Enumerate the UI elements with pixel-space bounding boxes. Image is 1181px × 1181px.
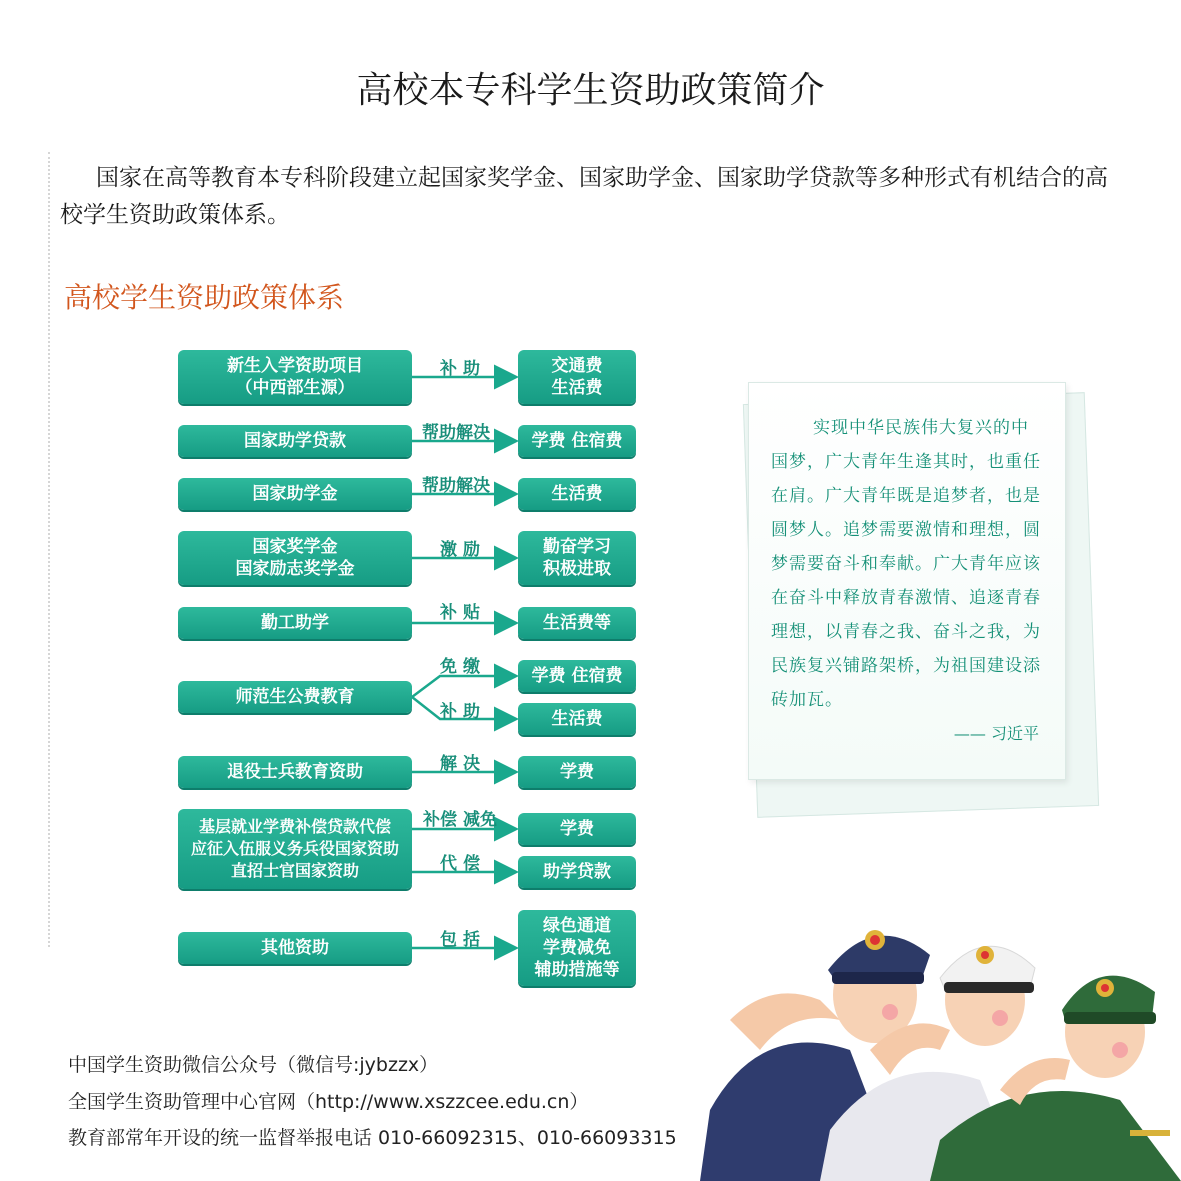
footer-wechat: 中国学生资助微信公众号（微信号:jybzzx）	[68, 1054, 439, 1076]
target-line: 积极进取	[543, 559, 611, 579]
arrow-label: 代 偿	[440, 854, 480, 874]
arrow-label: 补 贴	[440, 603, 480, 623]
arrow-label: 帮助解决	[422, 423, 490, 443]
target-box	[518, 910, 636, 986]
arrow-label: 解 决	[440, 754, 480, 774]
intro-paragraph: 国家在高等教育本专科阶段建立起国家奖学金、国家助学金、国家助学贷款等多种形式有机结合的高校学生资助政策体系。	[60, 165, 1108, 228]
policy-box-scholarship	[178, 531, 412, 585]
target-line: 交通费	[551, 356, 603, 376]
footer-hotline: 教育部常年开设的统一监督举报电话 010-66092315、010-66093315	[68, 1127, 677, 1149]
arrow-label: 免 缴	[440, 657, 480, 677]
section-subtitle: 高校学生资助政策体系	[64, 281, 345, 314]
policy-box-other: 其他资助	[178, 932, 412, 964]
policy-line: 国家奖学金	[252, 537, 338, 557]
policy-line: 基层就业学费补偿贷款代偿	[198, 817, 391, 836]
target-line: 学费减免	[543, 938, 611, 958]
target-box: 学费	[518, 756, 636, 788]
policy-box-new-student	[178, 350, 412, 404]
arrow-label: 激 励	[440, 540, 480, 560]
quote-author: —— 习近平	[953, 724, 1039, 743]
target-line: 勤奋学习	[543, 537, 611, 557]
soldiers-saluting-illustration	[700, 900, 1181, 1181]
policy-box-normal-edu: 师范生公费教育	[178, 681, 412, 713]
target-line: 生活费	[551, 378, 603, 398]
target-box: 生活费	[518, 478, 636, 510]
arrow-6a	[412, 676, 514, 697]
policy-line: 直招士官国家资助	[230, 861, 359, 880]
target-box: 生活费	[518, 703, 636, 735]
target-box: 助学贷款	[518, 856, 636, 888]
policy-box-work-study: 勤工助学	[178, 607, 412, 639]
target-line: 辅助措施等	[534, 960, 620, 980]
target-box: 生活费等	[518, 607, 636, 639]
policy-box-loan: 国家助学贷款	[178, 425, 412, 457]
target-box: 学费 住宿费	[518, 660, 636, 692]
policy-line: （中西部生源）	[235, 378, 355, 398]
policy-line: 国家励志奖学金	[235, 559, 355, 579]
policy-line: 应征入伍服义务兵役国家资助	[190, 839, 399, 858]
page-title: 高校本专科学生资助政策简介	[356, 70, 825, 111]
target-line: 绿色通道	[543, 916, 611, 936]
quote-card	[740, 372, 1096, 818]
quote-text: 实现中华民族伟大复兴的中国梦，广大青年生逢其时，也重任在肩。广大青年既是追梦者，也是圆梦人。追梦需要激情和理想，圆梦需要奋斗和奉献。广大青年应该在奋斗中释放青春激情、追逐青春理想，以青春之我、奋斗之我，为民族复兴铺路架桥，为祖国建设添砖加瓦。	[771, 418, 1041, 710]
target-box	[518, 531, 636, 585]
arrow-label: 包 括	[440, 930, 480, 950]
policy-box-grassroots	[178, 809, 412, 889]
policy-box-veteran: 退役士兵教育资助	[178, 756, 412, 788]
target-box: 学费	[518, 813, 636, 845]
policy-line: 新生入学资助项目	[227, 356, 363, 376]
target-box	[518, 350, 636, 404]
arrow-label: 补 助	[440, 359, 480, 379]
target-box: 学费 住宿费	[518, 425, 636, 457]
policy-box-grant: 国家助学金	[178, 478, 412, 510]
footer-website: 全国学生资助管理中心官网（http://www.xszzcee.edu.cn）	[68, 1091, 589, 1113]
arrow-label: 帮助解决	[422, 476, 490, 496]
quote-paper	[748, 382, 1066, 780]
arrow-label: 补偿 减免	[423, 810, 497, 830]
arrow-label: 补 助	[440, 702, 480, 722]
